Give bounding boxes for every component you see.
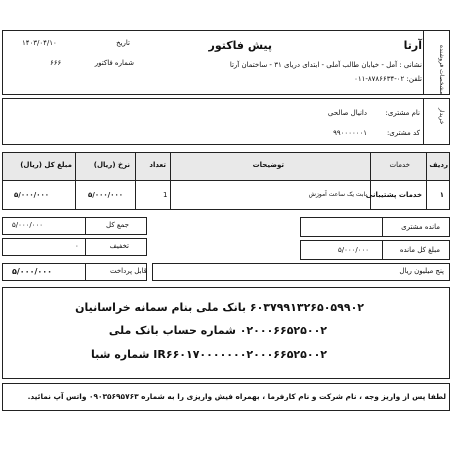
subtotal-value: ۵/۰۰۰/۰۰۰ (12, 221, 44, 229)
customer-name-label: نام مشتری: (385, 109, 420, 117)
payable-value: ۵/۰۰۰/۰۰۰ (12, 267, 53, 276)
discount-label: تخفیف (109, 242, 129, 250)
col-row: ردیف (429, 161, 448, 169)
bank-sheba-line: IR۶۶۰۱۷۰۰۰۰۰۰۰۲۰۰۰۶۶۵۲۵۰۰۲ شماره شبا (91, 348, 327, 361)
customer-name-value: دانیال صالحی (327, 109, 367, 117)
seller-phone: تلفن: ۰۲-۸۷۸۶۶۳۴-۰۱۱ (354, 75, 422, 83)
table-row-number: ۱ (439, 191, 444, 199)
invoice-no-value: ۶۶۶ (50, 59, 62, 67)
invoice-title: پیش فاکتور (208, 39, 272, 52)
bank-account-line: ۰۲۰۰۰۶۶۵۲۵۰۰۲ شماره حساب بانک ملی (108, 324, 327, 337)
subtotal-label: جمع کل (106, 221, 129, 229)
invoice-no-label: شماره فاکتور (94, 59, 134, 67)
customer-code-value: ۹۹۰۰۰۰۰۰۱ (333, 129, 367, 137)
customer-divider (423, 98, 424, 145)
customer-balance-label: مانده مشتری (401, 223, 440, 231)
table-row-total: ۵/۰۰۰/۰۰۰ (14, 191, 50, 199)
bank-card-line: ۶۰۳۷۹۹۱۳۲۶۵۰۵۹۹۰۲ بانک ملی بنام سمانه خراسانیان (75, 301, 364, 314)
payable-label: قابل پرداخت (109, 267, 147, 275)
discount-value: ۰ (75, 242, 79, 250)
header-divider (423, 30, 424, 95)
total-balance-label: مبلغ کل مانده (399, 246, 440, 254)
seller-side-label: مشخصات فروشنده (438, 45, 445, 95)
buyer-side-label: خریدار (438, 108, 445, 125)
col-rate: نرخ (ریال) (93, 161, 130, 169)
table-row-qty: 1 (163, 191, 168, 199)
table-row-description: بابت یک ساعت آموزش (308, 191, 367, 198)
table-row-service: خدمات پشتیبانی (365, 191, 422, 199)
col-services: خدمات (389, 161, 410, 169)
customer-code-label: کد مشتری: (386, 129, 420, 137)
col-qty: تعداد (149, 161, 166, 169)
total-balance-value: ۵/۰۰۰/۰۰۰ (338, 246, 370, 254)
col-description: توضیحات (252, 161, 284, 169)
col-total: مبلغ کل (ریال) (20, 161, 72, 169)
footer-note: لطفا پس از واریز وجه ، نام شرکت و نام کارفرما ، بهمراه فیش واریزی را به شماره ۰۹۰۳۵۶۹۵۷۶۳ واتس آپ نمائید. (27, 392, 446, 401)
amount-in-words: پنج میلیون ریال (399, 267, 444, 275)
table-row-rate: ۵/۰۰۰/۰۰۰ (88, 191, 124, 199)
company-name: آرتا (403, 39, 422, 52)
customer-box (2, 98, 450, 145)
date-label: تاریخ (116, 39, 130, 47)
date-value: ۱۴۰۳/۰۴/۱۰ (22, 39, 57, 47)
seller-address: نشانی : آمل - خیابان طالب آملی - ابتدای دریای ۳۱ - ساختمان آرتا (229, 61, 422, 69)
